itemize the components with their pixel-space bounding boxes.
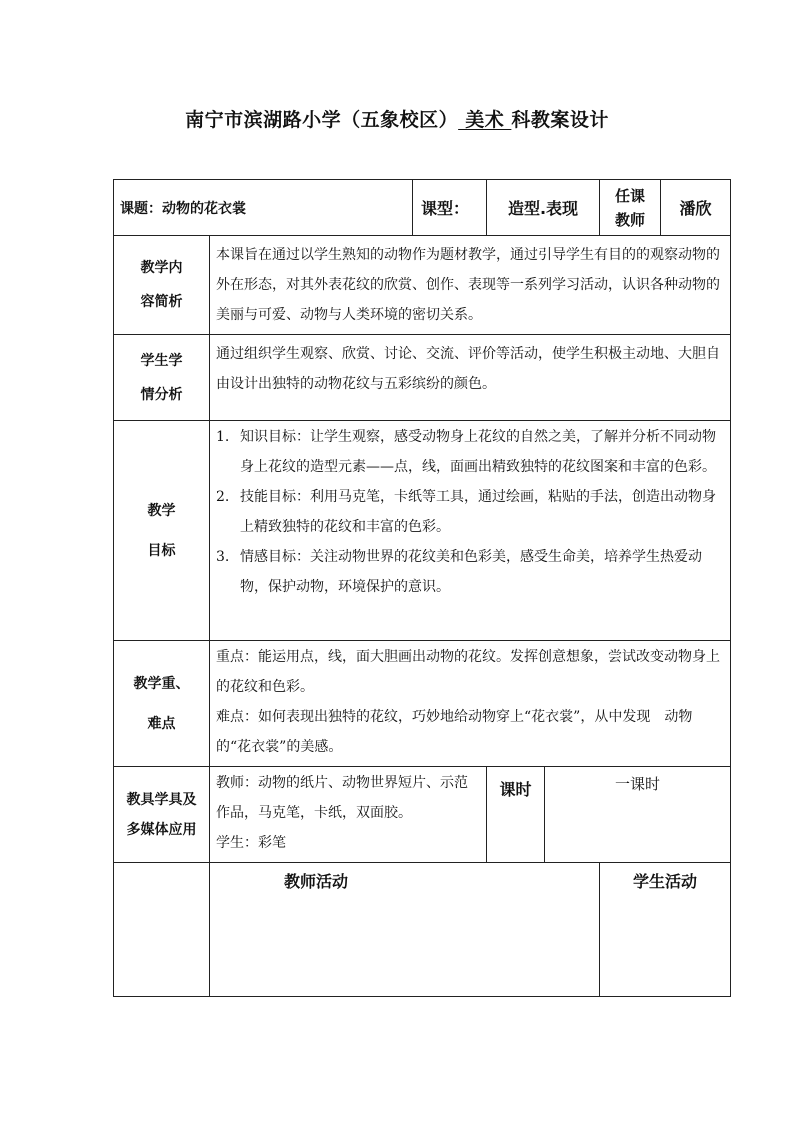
content-analysis-label-1: 教学内 — [140, 260, 183, 276]
student-analysis-label — [114, 335, 210, 421]
key-points-label-1: 教学重、 — [133, 675, 190, 692]
student-analysis-label-2: 情分析 — [140, 386, 183, 403]
title-suffix: 科教案设计 — [511, 109, 609, 131]
content-analysis-label-2: 容简析 — [140, 294, 183, 310]
materials-row — [114, 767, 731, 863]
teacher-label — [600, 180, 661, 236]
objective-text: 情感目标：关注动物世界的花纹美和色彩美，感受生命美，培养学生热爱动物，保护动物，环境保护的意识。 — [240, 549, 702, 595]
teacher-label-line-2: 教师 — [614, 210, 645, 229]
student-analysis-label-1: 学生学 — [140, 352, 183, 369]
title-subject: 美术 — [458, 109, 512, 131]
teacher-activities-header: 教师活动 — [210, 863, 600, 997]
student-materials: 学生：彩笔 — [216, 835, 286, 851]
title-prefix: 南宁市滨湖路小学（五象校区） — [185, 109, 459, 131]
materials-label-1: 教具学具及 — [126, 791, 197, 808]
activities-blank-cell — [114, 863, 210, 997]
key-point: 重点：能运用点，线，面大胆画出动物的花纹。发挥创意想象，尝试改变动物身上的花纹和色彩。 — [216, 649, 720, 695]
materials-label — [114, 767, 210, 863]
materials-label-2: 多媒体应用 — [126, 821, 197, 838]
teacher-label-line-1: 任课 — [614, 186, 645, 205]
objectives-label — [114, 421, 210, 641]
objective-item — [216, 482, 722, 542]
objective-item — [216, 542, 722, 602]
activities-row — [114, 863, 731, 997]
key-points-label-2: 难点 — [147, 715, 176, 732]
difficult-point: 难点：如何表现出独特的花纹，巧妙地给动物穿上“花衣裳”，从中发现 动物的“花衣裳”的美感。 — [216, 709, 693, 755]
header-row — [114, 180, 731, 236]
objective-item — [216, 422, 722, 482]
period-label: 课时 — [487, 767, 545, 863]
objectives-list — [210, 421, 731, 641]
key-points-text — [210, 641, 731, 767]
type-label: 课型： — [413, 180, 487, 236]
objective-num: 2. — [216, 489, 230, 505]
materials-text — [210, 767, 487, 863]
student-analysis-row — [114, 335, 731, 421]
objective-text: 知识目标：让学生观察，感受动物身上花纹的自然之美，了解并分析不同动物身上花纹的造型元素——点，线，面画出精致独特的花纹图案和丰富的色彩。 — [240, 429, 716, 475]
document-title — [0, 105, 794, 132]
content-analysis-label — [114, 236, 210, 335]
objectives-label-2: 目标 — [147, 542, 176, 559]
objective-num: 1. — [216, 429, 230, 445]
teacher-materials: 教师：动物的纸片、动物世界短片、示范作品，马克笔，卡纸，双面胶。 — [216, 775, 468, 821]
content-analysis-text: 本课旨在通过以学生熟知的动物作为题材教学，通过引导学生有目的的观察动物的外在形态，对其外表花纹的欣赏、创作、表现等一系列学习活动，认识各种动物的美丽与可爱、动物与人类环境的密切关系。 — [210, 236, 731, 335]
key-points-label — [114, 641, 210, 767]
topic-cell: 课题：动物的花衣裳 — [114, 180, 413, 236]
content-analysis-row — [114, 236, 731, 335]
type-value: 造型.表现 — [487, 180, 600, 236]
teacher-name: 潘欣 — [661, 180, 731, 236]
period-value: 一课时 — [545, 767, 731, 863]
student-activities-header: 学生活动 — [600, 863, 731, 997]
objectives-label-1: 教学 — [147, 502, 176, 519]
objective-num: 3. — [216, 549, 230, 565]
key-points-row — [114, 641, 731, 767]
objectives-row — [114, 421, 731, 641]
objective-text: 技能目标：利用马克笔，卡纸等工具，通过绘画，粘贴的手法，创造出动物身上精致独特的花纹和丰富的色彩。 — [240, 489, 716, 535]
student-analysis-text: 通过组织学生观察、欣赏、讨论、交流、评价等活动，使学生积极主动地、大胆自由设计出独特的动物花纹与五彩缤纷的颜色。 — [210, 335, 731, 421]
lesson-plan-table — [113, 179, 731, 997]
